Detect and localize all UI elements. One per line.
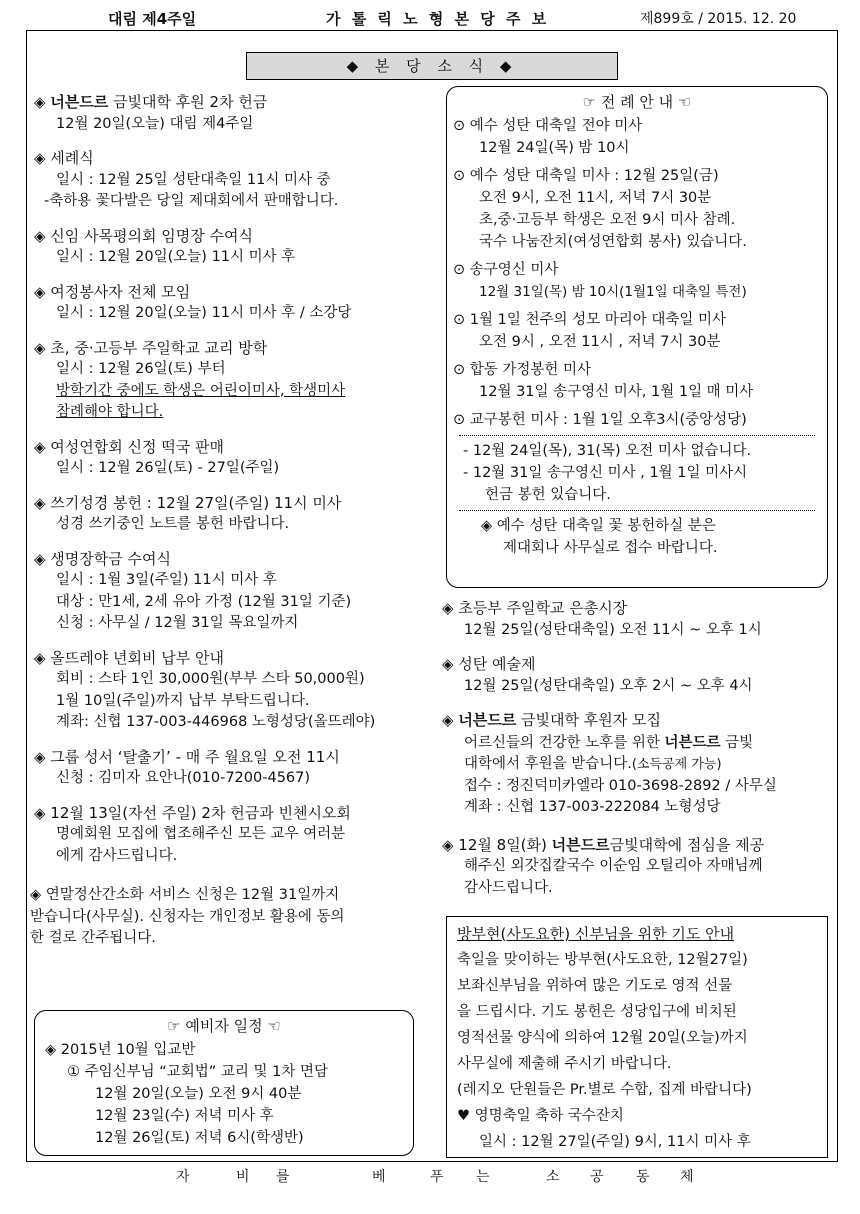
left-column	[30, 92, 434, 963]
list-item: ◈ 초등부 주일학교 은총시장 12월 25일(성탄대축일) 오전 11시 ~ 오후 1시	[442, 599, 762, 638]
list-item: ◈ 너븐드르 금빛대학 후원 2차 헌금 12월 20일(오늘) 대림 제4주일	[34, 93, 268, 132]
list-item: ◈ 그룹 성서 ‘탈출기’ - 매 주 월요일 오전 11시 신청 : 김미자 요안나(010-7200-4567)	[34, 747, 340, 786]
catechumen-title: ☞ 예비자 일정 ☜	[167, 1017, 281, 1035]
list-item: ◈ 올뜨레야 년회비 납부 안내 회비 : 스타 1인 30,000원(부부 스타 50,000원) 1월 10일(주일)까지 납부 부탁드립니다. 계좌: 신협 137-003-446968 노형성당(올뜨레야)	[34, 648, 376, 730]
list-item: ◈ 12월 13일(자선 주일) 2차 헌금과 빈첸시오회 명예회원 모집에 협조해주신 모든 교우 여러분 에게 감사드립니다.	[34, 803, 351, 864]
catechumen-schedule-box: ☞ 예비자 일정 ☜ ◈ 2015년 10월 입교반 ① 주임신부님 “교회법” 교리 및 1차 면담 12월 20일(오늘) 오전 9시 40분 12월 23일(수) 저녁 미사 후 12월 26일(토) 저녁 6시(학생반)	[34, 1010, 414, 1156]
list-item: ◈ 여정봉사자 전체 모임 일시 : 12월 20일(오늘) 11시 미사 후 / 소강당	[34, 282, 352, 321]
list-item: ⊙ 교구봉헌 미사 : 1월 1일 오후3시(중앙성당)	[453, 412, 747, 428]
list-item: ◈ 세례식 일시 : 12월 25일 성탄대축일 11시 미사 중 -축하용 꽃다발은 당일 제대회에서 판매합니다.	[34, 149, 339, 209]
page-header	[0, 6, 860, 28]
list-item: ⊙ 송구영신 미사 12월 31일(목) 밤 10시(1월1일 대축일 특전)	[453, 262, 747, 300]
list-item: ⊙ 합동 가정봉헌 미사 12월 31일 송구영신 미사, 1월 1일 매 미사	[453, 362, 754, 400]
list-item: ◈ 쓰기성경 봉헌 : 12월 27일(주일) 11시 미사 성경 쓰기중인 노트를 봉헌 바랍니다.	[34, 493, 342, 532]
list-item: ◈ 너븐드르 금빛대학 후원자 모집 어르신들의 건강한 노후를 위한 너븐드르 금빛 대학에서 후원을 받습니다.(소득공제 가능) 접수 : 정진덕미카엘라 010-3698-2892 / 사무실 계좌 : 신협 137-003-222084 노형성당	[442, 711, 777, 815]
list-item: ◈ 여성연합회 신정 떡국 판매 일시 : 12월 26일(토) - 27일(주일)	[34, 437, 280, 476]
list-item: ◈ 성탄 예술제 12월 25일(성탄대축일) 오후 2시 ~ 오후 4시	[442, 655, 753, 694]
liturgy-title: ☞ 전 례 안 내 ☜	[582, 93, 692, 111]
list-item: ⊙ 예수 성탄 대축일 전야 미사 12월 24일(목) 밤 10시	[453, 118, 643, 156]
prayer-title: 방부현(사도요한) 신부님을 위한 기도 안내	[457, 925, 735, 943]
season-label: 대림 제4주일	[108, 10, 197, 28]
notice-paragraph: ◈ 연말정산간소화 서비스 신청은 12월 31일까지 받습니다(사무실). 신청자는 개인정보 활용에 동의 한 걸로 간주됩니다.	[30, 887, 345, 946]
brand-name: 너븐드르	[664, 733, 721, 751]
list-item: ◈ 12월 8일(화) 너븐드르금빛대학에 점심을 제공 해주신 외갓집칼국수 이순임 오틸리아 자매님께 감사드립니다.	[442, 835, 765, 896]
list-item: ⊙ 1월 1일 천주의 성모 마리아 대축일 미사 오전 9시 , 오전 11시 , 저녁 7시 30분	[453, 312, 726, 350]
divider	[459, 435, 815, 436]
liturgy-box: ☞ 전 례 안 내 ☜ ⊙ 예수 성탄 대축일 전야 미사 12월 24일(목) 밤 10시 ⊙ 예수 성탄 대축일 미사 : 12월 25일(금) 오전 9시, 오전 11시, 저녁 7시 30분 초,중·고등부 학생은 오전 9시 미사 참례. 국수 나눔잔치(여성연합회 봉사) 있습니다. ⊙ 송구영신 미사 12월 31일(목) 밤 10시(1월1일 대축일 특전) ⊙ 1월 1일 천주의 성모 마리아 대축일 미사 오전 9시 , 오전 11시 , 저녁 7시 30분 ⊙ 합동 가정봉헌 미사 12월 31일 송구영신 미사, 1월 1일 매 미사 ⊙ 교구봉헌 미사 : 1월 1일 오후3시(중앙성당) - 12월 24일(목), 31(목) 오전 미사 없습니다. - 12월 31일 송구영신 미사 , 1월 1일 미사시 헌금 봉헌 있습니다. ◈ 예수 성탄 대축일 꽃 봉헌하실 분은 제대회나 사무실로 접수 바랍니다.	[446, 86, 828, 588]
issue-info: 제899호 / 2015. 12. 20	[640, 11, 797, 27]
brand-name: 너븐드르	[50, 93, 109, 111]
list-item: ◈ 신임 사목평의회 임명장 수여식 일시 : 12월 20일(오늘) 11시 미사 후	[34, 226, 296, 265]
prayer-notice-box: 방부현(사도요한) 신부님을 위한 기도 안내 축일을 맞이하는 방부현(사도요한, 12월27일) 보좌신부님을 위하여 많은 기도로 영적 선물 을 드립시다. 기도 봉헌은 성당입구에 비치된 영적선물 양식에 의하여 12월 20일(오늘)까지 사무실에 제출해 주시기 바랍니다. (레지오 단원들은 Pr.별로 수합, 집계 바랍니다) ♥ 영명축일 축하 국수잔치 일시 : 12월 27일(주일) 9시, 11시 미사 후	[446, 916, 828, 1158]
list-item: ⊙ 예수 성탄 대축일 미사 : 12월 25일(금) 오전 9시, 오전 11시, 저녁 7시 30분 초,중·고등부 학생은 오전 9시 미사 참례. 국수 나눔잔치(여성연합회 봉사) 있습니다.	[453, 168, 747, 250]
list-item: ◈ 생명장학금 수여식 일시 : 1월 3일(주일) 11시 미사 후 대상 : 만1세, 2세 유아 가정 (12월 31일 기준) 신청 : 사무실 / 12월 31일 목요일까지	[34, 549, 352, 631]
section-banner: ◆ 본 당 소 식 ◆	[246, 52, 618, 80]
brand-name: 너븐드르	[551, 835, 610, 854]
right-column	[442, 598, 834, 912]
list-item: ◈ 초, 중·고등부 주일학교 교리 방학 일시 : 12월 26일(토) 부터 방학기간 중에도 학생은 어린이미사, 학생미사 참례해야 합니다.	[34, 338, 346, 420]
divider	[459, 510, 815, 511]
brand-name: 너븐드르	[458, 711, 517, 729]
bulletin-title: 가 톨 릭 노 형 본 당 주 보	[326, 10, 550, 28]
